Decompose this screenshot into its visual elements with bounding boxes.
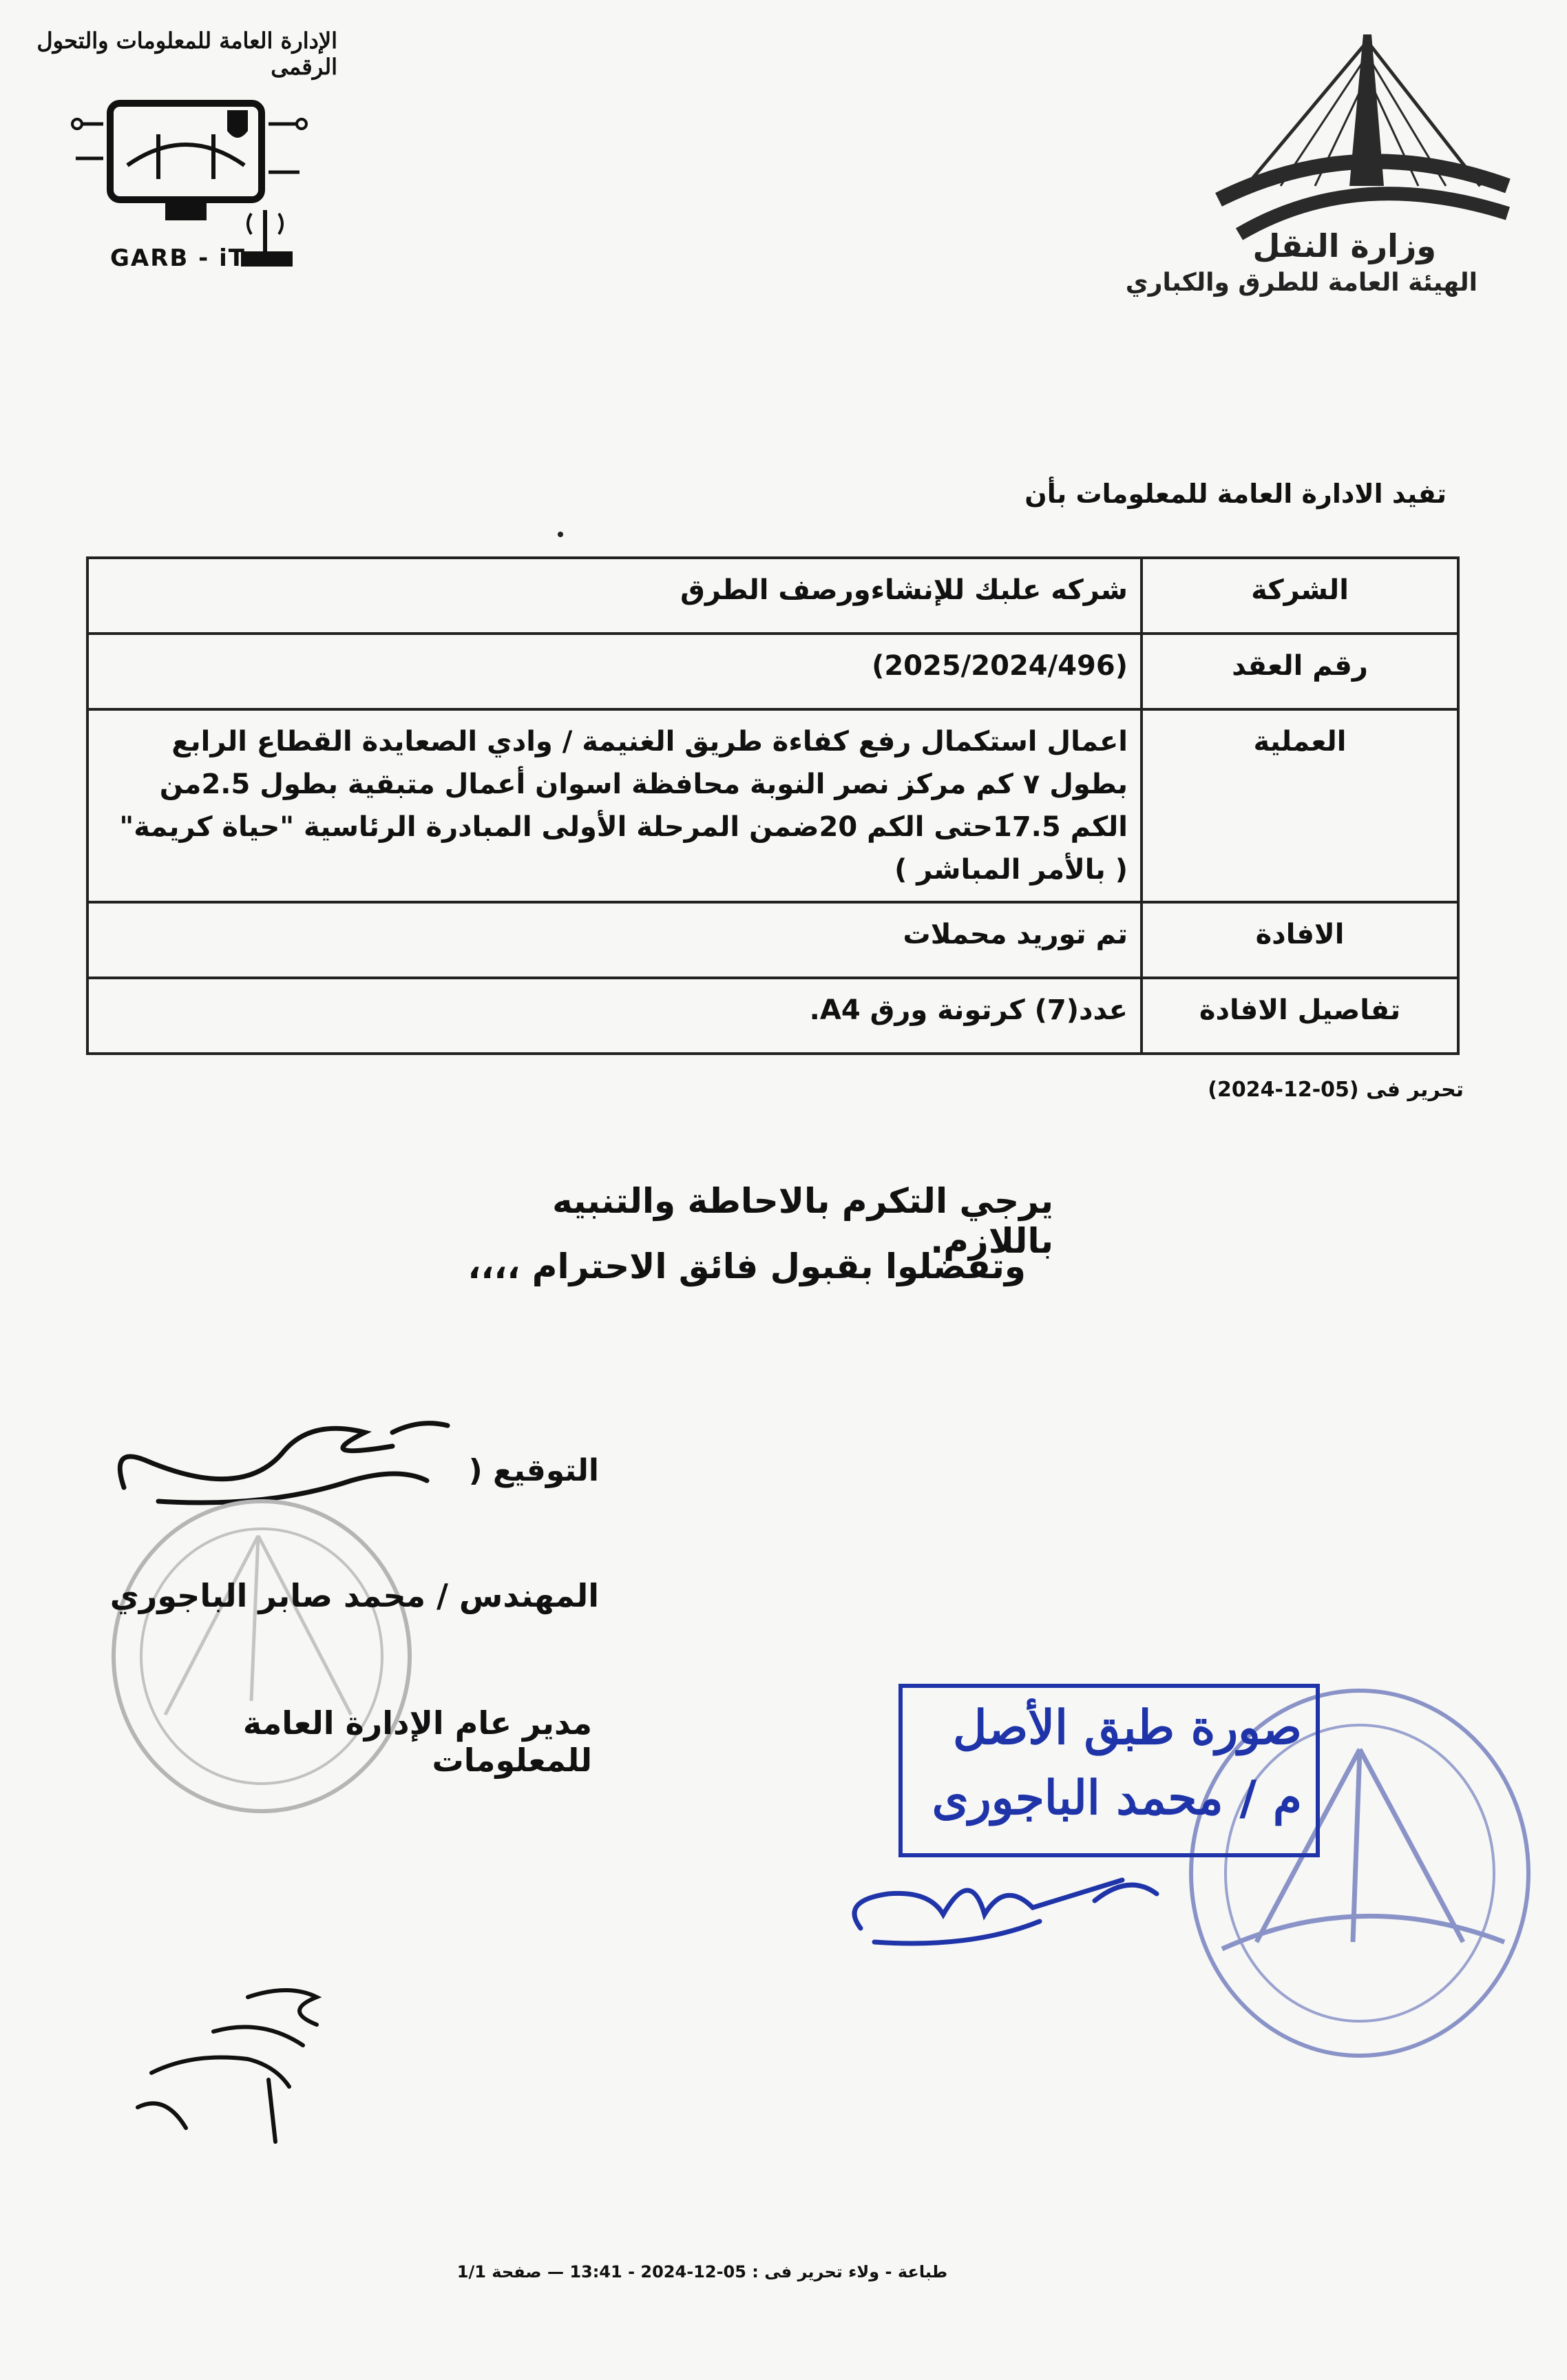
table-row bbox=[87, 978, 1458, 1054]
it-department-name: الإدارة العامة للمعلومات والتحول الرقمى bbox=[36, 28, 337, 80]
row-value: (2025/2024/496) bbox=[87, 634, 1142, 709]
signature-label: التوقيع ( bbox=[468, 1453, 599, 1488]
row-value: عدد(7) كرتونة ورق A4. bbox=[87, 978, 1142, 1054]
closing-line-2: وتفضلوا بقبول فائق الاحترام ،،،، bbox=[467, 1246, 1026, 1286]
row-value: اعمال استكمال رفع كفاءة طريق الغنيمة / وادي الصعايدة القطاع الرابع بطول ٧ كم مركز نصر النوبة محافظة اسوان أعمال متبقية بطول 2.5من الكم 17.5حتى الكم 20ضمن المرحلة الأولى المبادرة الرئاسية "حياة كريمة" ( بالأمر المباشر ) bbox=[87, 709, 1142, 902]
row-value: شركه علبك للإنشاءورصف الطرق bbox=[87, 558, 1142, 634]
authority-name: الهيئة العامة للطرق والكباري bbox=[1125, 269, 1477, 297]
table-row bbox=[87, 634, 1458, 709]
row-label: الشركة bbox=[1142, 558, 1458, 634]
page-footer: طباعة - ولاء تحرير فى : 05-12-2024 - 13:41 — صفحة 1/1 bbox=[456, 2262, 948, 2282]
table-row bbox=[87, 902, 1458, 978]
intro-text: تفيد الادارة العامة للمعلومات بأن bbox=[1024, 479, 1447, 509]
info-table bbox=[86, 556, 1460, 1055]
table-row bbox=[87, 558, 1458, 634]
issue-date: تحرير فى (05-12-2024) bbox=[1208, 1078, 1464, 1102]
true-copy-stamp bbox=[898, 1684, 1320, 1857]
it-brand-label: GARB - iT bbox=[110, 244, 246, 272]
row-label: رقم العقد bbox=[1142, 634, 1458, 709]
handwritten-note-icon bbox=[110, 1970, 337, 2162]
stamp-line-1: صورة طبق الأصل bbox=[953, 1700, 1302, 1755]
row-label: العملية bbox=[1142, 709, 1458, 902]
table-row bbox=[87, 709, 1458, 902]
closing-line-1: يرجي التكرم بالاحاطة والتنبيه باللازم. bbox=[552, 1181, 1053, 1261]
blue-signature-icon bbox=[833, 1852, 1191, 1963]
manager-title: مدير عام الإدارة العامة للمعلومات bbox=[242, 1704, 592, 1779]
row-value: تم توريد محملات bbox=[87, 902, 1142, 978]
row-label: تفاصيل الافادة bbox=[1142, 978, 1458, 1054]
row-label: الافادة bbox=[1142, 902, 1458, 978]
stray-dot bbox=[558, 532, 563, 537]
stamp-line-2: م / محمد الباجورى bbox=[932, 1771, 1302, 1826]
ministry-name: وزارة النقل bbox=[1252, 227, 1436, 264]
ministry-bridge-logo-icon bbox=[1219, 28, 1508, 241]
engineer-name: المهندس / محمد صابر الباجوري bbox=[109, 1577, 599, 1614]
